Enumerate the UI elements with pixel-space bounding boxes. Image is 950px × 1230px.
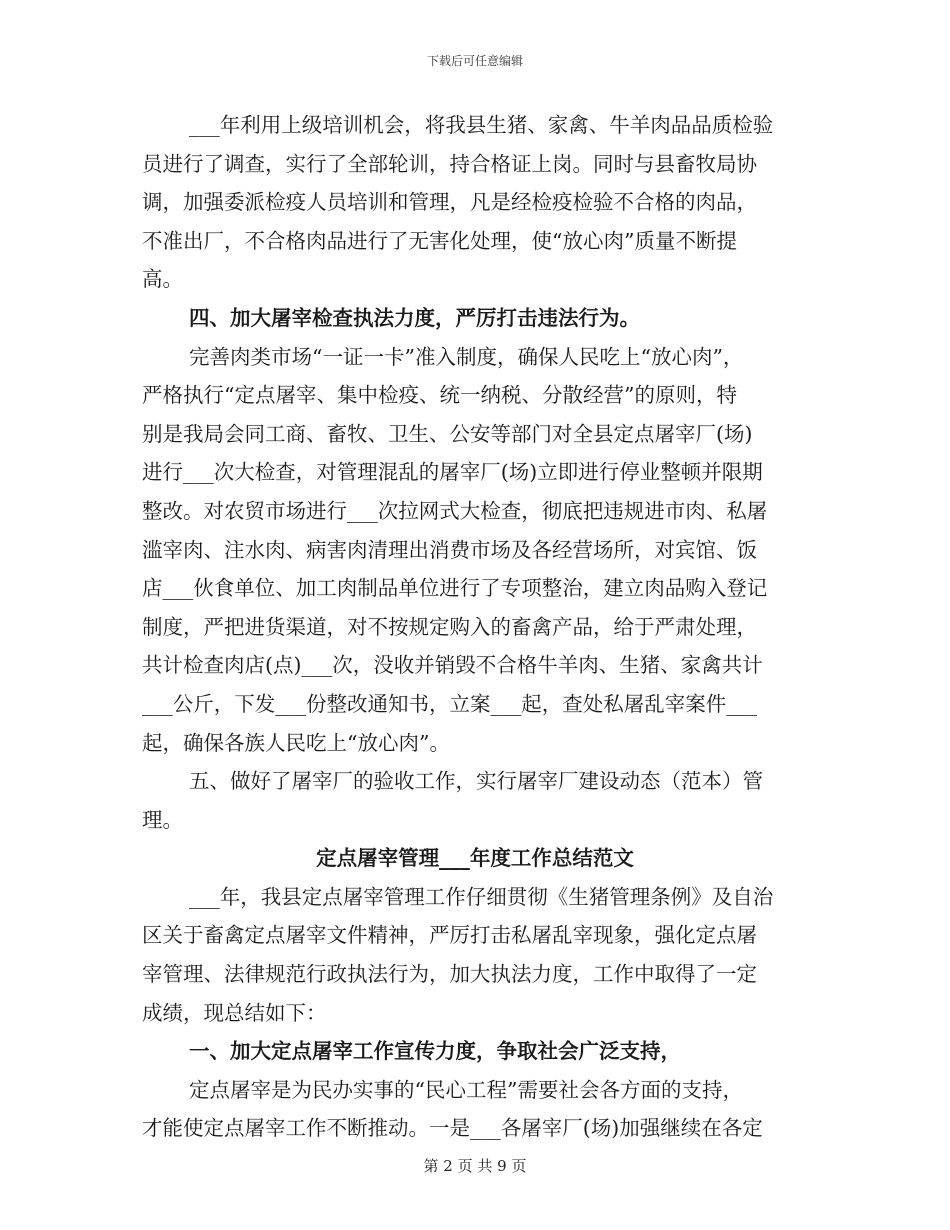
paragraph-line: 高。 (142, 267, 183, 292)
paragraph-line: ___公斤，下发___份整改通知书，立案___起，查处私屠乱宰案件___ (142, 691, 757, 716)
paragraph-line: 整改。对农贸市场进行___次拉网式大检查，彻底把违规进市肉、私屠 (142, 498, 768, 523)
paragraph-line: 理。 (142, 807, 183, 832)
paragraph-line: 区关于畜禽定点屠宰文件精神，严厉打击私屠乱宰现象，强化定点屠 (142, 923, 757, 948)
paragraph-line: 起，确保各族人民吃上“放心肉”。 (142, 730, 450, 755)
paragraph-line: 别是我局会同工商、畜牧、卫生、公安等部门对全县定点屠宰厂(场) (142, 421, 753, 446)
paragraph-line: 调，加强委派检疫人员培训和管理，凡是经检疫检验不合格的肉品， (142, 190, 757, 215)
paragraph-line: 五、做好了屠宰厂的验收工作，实行屠宰厂建设动态（范本）管 (189, 769, 763, 794)
page-header: 下载后可任意编辑 (426, 54, 523, 68)
paragraph-line: 不准出厂，不合格肉品进行了无害化处理，使“放心肉”质量不断提 (142, 228, 737, 253)
paragraph-line: 严格执行“定点屠宰、集中检疫、统一纳税、分散经营”的原则，特 (142, 383, 737, 408)
document-body (142, 106, 808, 1148)
paragraph-line: ___年，我县定点屠宰管理工作仔细贯彻《生猪管理条例》及自治 (189, 884, 774, 909)
paragraph-line: 定点屠宰是为民办实事的“民心工程”需要社会各方面的支持， (189, 1077, 743, 1102)
paragraph-line: 完善肉类市场“一证一卡”准入制度，确保人民吃上“放心肉”， (189, 344, 744, 369)
paragraph-line: 进行___次大检查，对管理混乱的屠宰厂(场)立即进行停业整顿并限期 (142, 460, 763, 485)
paragraph-line: 店___伙食单位、加工肉制品单位进行了专项整治，建立肉品购入登记 (142, 576, 768, 601)
paragraph-line: 共计检查肉店(点)___次，没收并销毁不合格牛羊肉、生猪、家禽共计 (142, 653, 763, 678)
paragraph-line: 制度，严把进货渠道，对不按规定购入的畜禽产品，给于严肃处理， (142, 614, 757, 639)
paragraph-line: 员进行了调查，实行了全部轮训，持合格证上岗。同时与县畜牧局协 (142, 151, 757, 176)
paragraph-line: 成绩，现总结如下： (142, 1000, 327, 1025)
paragraph-line: 宰管理、法律规范行政执法行为，加大执法力度，工作中取得了一定 (142, 962, 757, 987)
paragraph-line: ___年利用上级培训机会，将我县生猪、家禽、牛羊肉品品质检验 (189, 113, 774, 137)
section-heading: 定点屠宰管理___年度工作总结范文 (316, 846, 634, 871)
section-heading: 四、加大屠宰检查执法力度，严厉打击违法行为。 (189, 305, 640, 330)
paragraph-line: 滥宰肉、注水肉、病害肉清理出消费市场及各经营场所，对宾馆、饭 (142, 537, 757, 562)
section-heading: 一、加大定点屠宰工作宣传力度，争取社会广泛支持， (189, 1039, 681, 1064)
paragraph-line: 才能使定点屠宰工作不断推动。一是___各屠宰厂(场)加强继续在各定 (142, 1116, 763, 1141)
page-footer: 第 2 页 共 9 页 (423, 1157, 527, 1175)
